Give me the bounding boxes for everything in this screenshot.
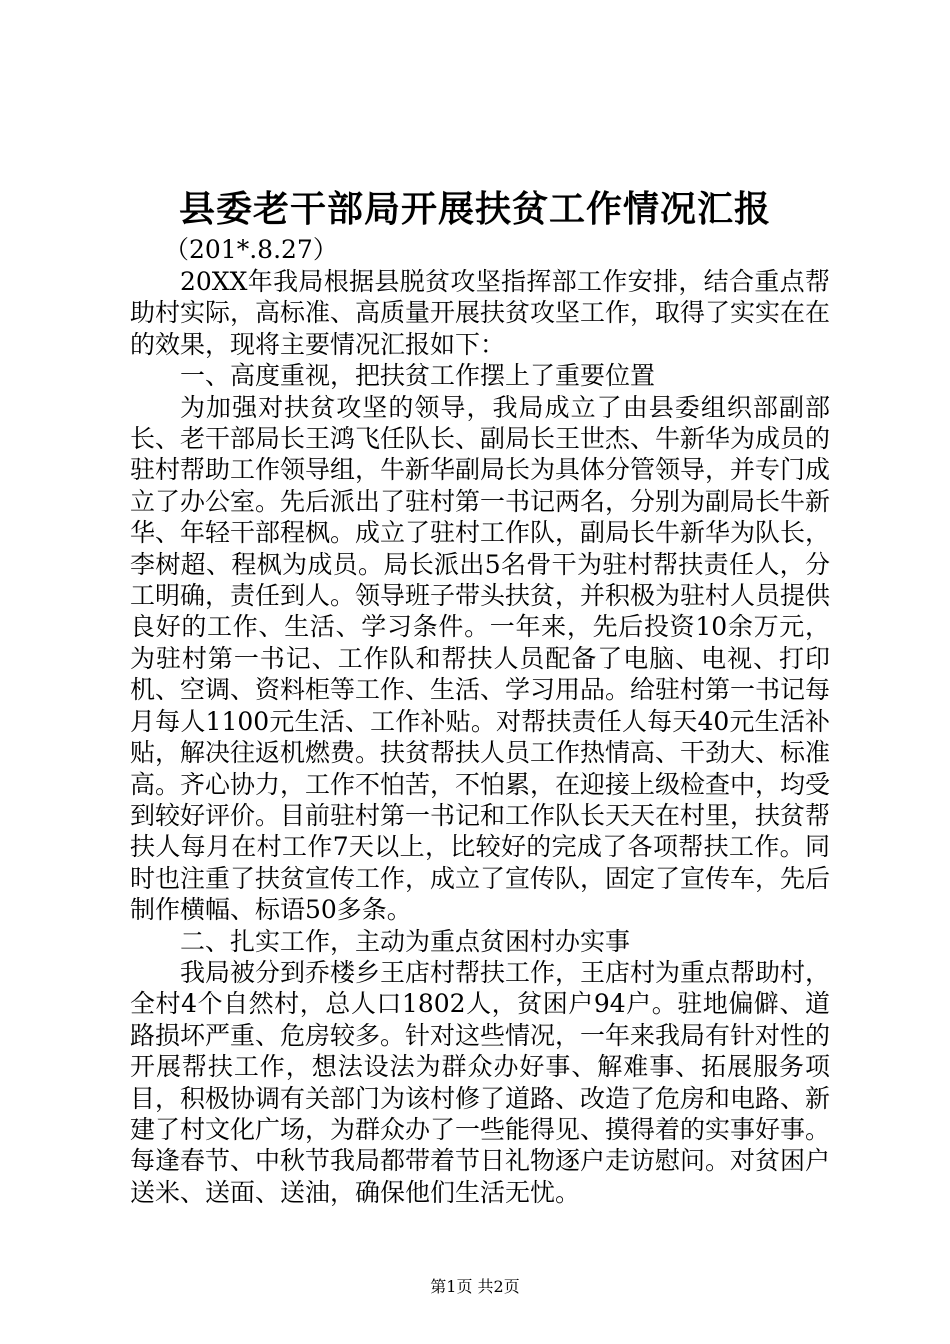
intro-paragraph: 20XX年我局根据县脱贫攻坚指挥部工作安排，结合重点帮助村实际，高标准、高质量开展扶贫攻坚工作，取得了实实在在的效果，现将主要情况汇报如下： [130, 267, 831, 359]
section-1-paragraph: 为加强对扶贫攻坚的领导，我局成立了由县委组织部副部长、老干部局长王鸿飞任队长、副局长王世杰、牛新华为成员的驻村帮助工作领导组，牛新华副局长为具体分管领导，并专门成立了办公室。先后派出了驻村第一书记两名，分别为副局长牛新华、年轻干部程枫。成立了驻村工作队，副局长牛新华为队长，李树超、程枫为成员。局长派出5名骨干为驻村帮扶责任人，分工明确，责任到人。领导班子带头扶贫，并积极为驻村人员提供良好的工作、生活、学习条件。一年来，先后投资10余万元，为驻村第一书记、工作队和帮扶人员配备了电脑、电视、打印机、空调、资料柜等工作、生活、学习用品。给驻村第一书记每月每人1100元生活、工作补贴。对帮扶责任人每天40元生活补贴，解决往返机燃费。扶贫帮扶人员工作热情高、干劲大、标准高。齐心协力，工作不怕苦，不怕累，在迎接上级检查中，均受到较好评价。目前驻村第一书记和工作队长天天在村里，扶贫帮扶人每月在村工作7天以上，比较好的完成了各项帮扶工作。同时也注重了扶贫宣传工作，成立了宣传队，固定了宣传车，先后制作横幅、标语50多条。 [130, 392, 831, 925]
section-2-paragraph: 我局被分到乔楼乡王店村帮扶工作，王店村为重点帮助村，全村4个自然村，总人口1802人，贫困户94户。驻地偏僻、道路损坏严重、危房较多。针对这些情况，一年来我局有针对性的开展帮扶工作，想法设法为群众办好事、解难事、拓展服务项目，积极协调有关部门为该村修了道路、改造了危房和电路、新建了村文化广场，为群众办了一些能得见、摸得着的实事好事。每逢春节、中秋节我局都带着节日礼物逐户走访慰问。对贫困户送米、送面、送油，确保他们生活无忧。 [130, 957, 831, 1207]
page-footer: 第1页 共2页 [430, 1277, 520, 1296]
document-body [130, 266, 830, 1208]
document-date: （201*.8.27） [164, 235, 338, 264]
document-title: 县委老干部局开展扶贫工作情况汇报 [178, 188, 771, 230]
section-heading-2: 二、扎实工作，主动为重点贫困村办实事 [180, 926, 631, 956]
section-heading-1: 一、高度重视，把扶贫工作摆上了重要位置 [180, 361, 656, 391]
